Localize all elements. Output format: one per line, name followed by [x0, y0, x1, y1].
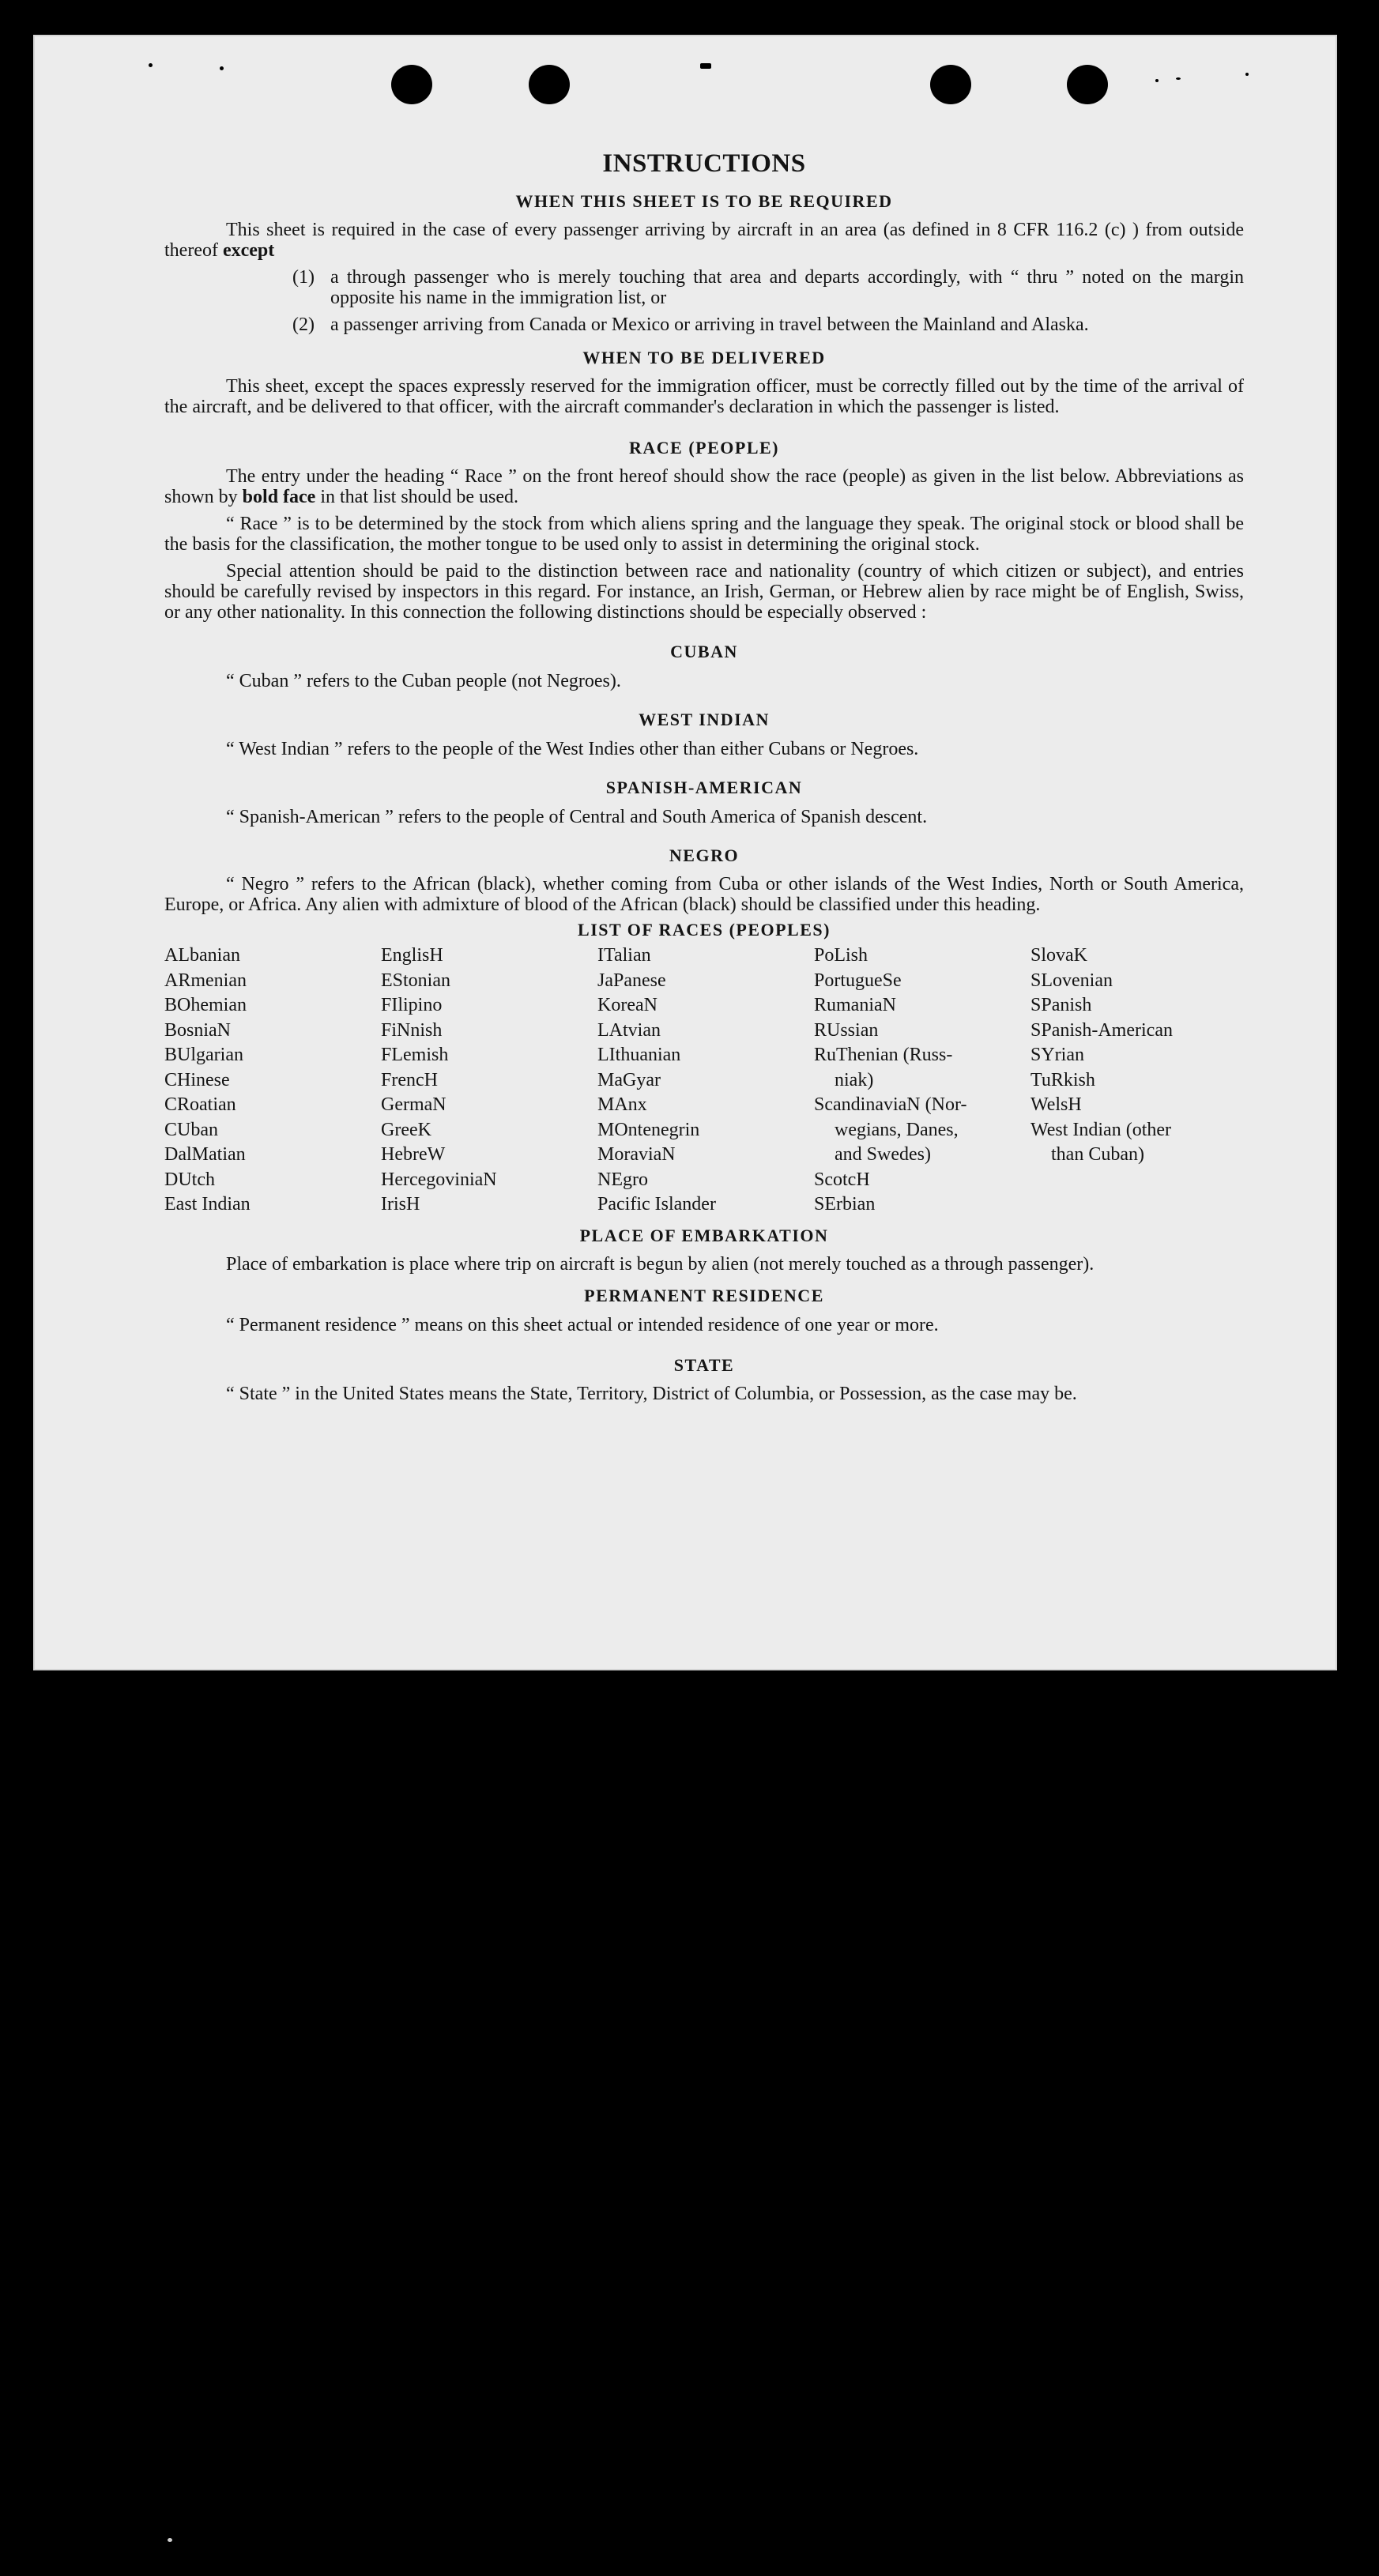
race-entry: PoLish	[814, 945, 868, 966]
race-entry: ScotcH	[814, 1169, 870, 1190]
section-heading-delivered: WHEN TO BE DELIVERED	[582, 348, 826, 367]
state-paragraph: “ State ” in the United States means the State, Territory, District of Columbia, or Possession, as the case may be.	[226, 1383, 1077, 1404]
speck	[220, 66, 224, 70]
race-entry: East Indian	[164, 1194, 251, 1215]
race-entry: LAtvian	[597, 1019, 661, 1041]
section-heading-spanish-american: SPANISH-AMERICAN	[605, 778, 803, 797]
race-entry: CUban	[164, 1119, 218, 1140]
races-table	[164, 943, 1244, 1218]
speck	[1176, 77, 1181, 80]
cuban-definition: “ Cuban ” refers to the Cuban people (not Negroes).	[226, 671, 621, 691]
section-heading-west-indian: WEST INDIAN	[639, 710, 770, 729]
section-heading-cuban: CUBAN	[670, 642, 738, 661]
speck	[168, 2538, 172, 2542]
delivered-paragraph: This sheet, except the spaces expressly reserved for the immigration officer, must be correctly filled out by the time of the arrival of the aircraft, and be delivered to that officer, with the aircraft commander's declaration in which the passenger is listed.	[164, 376, 1244, 417]
required-paragraph	[164, 220, 1244, 261]
instructions-body	[164, 149, 1244, 1404]
race-entry: HebreW	[381, 1144, 446, 1165]
section-heading-list-of-races: LIST OF RACES (PEOPLES)	[578, 920, 831, 940]
race-entry: SlovaK	[1030, 945, 1087, 966]
race-entry: KoreaN	[597, 995, 657, 1015]
race-entry: SErbian	[814, 1194, 876, 1215]
race-entry: MOntenegrin	[597, 1119, 700, 1140]
race-entry: CHinese	[164, 1069, 230, 1090]
race-entry: and Swedes)	[835, 1144, 931, 1165]
west-indian-definition: “ West Indian ” refers to the people of the West Indies other than either Cubans or Negroes.	[226, 739, 919, 759]
race-entry: BUlgarian	[164, 1045, 243, 1065]
race-entry: niak)	[835, 1069, 874, 1090]
section-heading-residence: PERMANENT RESIDENCE	[584, 1285, 824, 1305]
list-item	[292, 314, 1244, 335]
item-number: (1)	[292, 267, 315, 288]
race-paragraph-1	[164, 466, 1244, 507]
speck	[700, 63, 711, 69]
race-entry	[1030, 1192, 1247, 1218]
race-entry: RuThenian (Russ-	[814, 1045, 953, 1065]
race-entry: SYrian	[1030, 1045, 1084, 1065]
race-entry: TuRkish	[1030, 1069, 1095, 1090]
residence-definition: “ Permanent residence ” means on this sheet actual or intended residence of one year or more.	[226, 1314, 939, 1335]
section-heading-race: RACE (PEOPLE)	[629, 438, 779, 458]
race-entry: MoraviaN	[597, 1144, 676, 1165]
race-entry: FrencH	[381, 1069, 438, 1090]
item-text: a through passenger who is merely touching that area and departs accordingly, with “ thru ” noted on the margin opposite his name in the immigration list, or	[330, 267, 1244, 308]
race-entry: HercegoviniaN	[381, 1169, 497, 1190]
section-heading-embarkation: PLACE OF EMBARKATION	[579, 1225, 829, 1245]
race-entry: DalMatian	[164, 1144, 246, 1165]
race-entry: RumaniaN	[814, 995, 896, 1015]
race-entry: EnglisH	[381, 945, 443, 966]
race-entry: MaGyar	[597, 1069, 661, 1090]
race-entry: ARmenian	[164, 970, 247, 991]
race-entry: BosniaN	[164, 1019, 231, 1041]
speck	[1245, 73, 1249, 76]
race-entry: SLovenian	[1030, 970, 1113, 991]
race-entry: BOhemian	[164, 995, 247, 1015]
speck	[149, 63, 153, 67]
race-entry: WelsH	[1030, 1094, 1082, 1115]
race-entry: NEgro	[597, 1169, 648, 1190]
race-entry: CRoatian	[164, 1094, 236, 1115]
negro-definition: “ Negro ” refers to the African (black), whether coming from Cuba or other islands of the West Indies, North or South America, Europe, or Africa. Any alien with admixture of blood of the African (black) should be classified under this heading.	[164, 874, 1244, 915]
document-sheet	[33, 35, 1337, 1670]
race-entry: FiNnish	[381, 1019, 443, 1041]
race-entry: GreeK	[381, 1119, 431, 1140]
race-entry: West Indian (other	[1030, 1119, 1172, 1140]
race-entry: EStonian	[381, 970, 450, 991]
punch-hole	[391, 65, 432, 104]
race-entry: FIlipino	[381, 995, 443, 1015]
section-heading-negro: NEGRO	[669, 845, 740, 865]
page-title: INSTRUCTIONS	[602, 149, 806, 178]
embarkation-paragraph: Place of embarkation is place where trip on aircraft is begun by alien (not merely touched as a through passenger).	[226, 1253, 1095, 1275]
spanish-american-definition: “ Spanish-American ” refers to the people of Central and South America of Spanish descent.	[226, 807, 928, 827]
race-paragraph-2: “ Race ” is to be determined by the stock from which aliens spring and the language they speak. The original stock or blood shall be the basis for the classification, the mother tongue to be used only to assist in determining the original stock.	[164, 514, 1244, 555]
punch-hole	[1067, 65, 1108, 104]
required-except: except	[222, 240, 275, 261]
section-heading-required: WHEN THIS SHEET IS TO BE REQUIRED	[515, 191, 893, 211]
race-entry: ScandinaviaN (Nor-	[814, 1094, 967, 1115]
required-text: This sheet is required in the case of every passenger arriving by aircraft in an area (as defined in 8 CFR 116.2 (c) ) from outside thereof	[164, 220, 1244, 261]
race-entry: ITalian	[597, 945, 651, 966]
item-text: a passenger arriving from Canada or Mexico or arriving in travel between the Mainland and Alaska.	[330, 314, 1089, 335]
race-entry: SPanish-American	[1030, 1019, 1173, 1041]
race-entry: DUtch	[164, 1169, 215, 1190]
item-number: (2)	[292, 314, 315, 335]
race-entry: RUssian	[814, 1019, 879, 1041]
punch-hole	[529, 65, 570, 104]
punch-hole	[930, 65, 971, 104]
list-item	[292, 267, 1244, 308]
race-entry: wegians, Danes,	[835, 1119, 959, 1140]
race-paragraph-3: Special attention should be paid to the distinction between race and nationality (country of which citizen or subject), and entries should be carefully revised by inspectors in this regard. For instance, an Irish, German, or Hebrew alien by race might be of English, Swiss, or any other nationality. In this connection the following distinctions should be especially observed :	[164, 561, 1244, 623]
race-p1-bold: bold face	[242, 487, 316, 507]
speck	[1155, 79, 1159, 82]
race-entry: GermaN	[381, 1094, 446, 1115]
race-p1-end: in that list should be used.	[320, 487, 518, 507]
race-entry: ALbanian	[164, 945, 240, 966]
race-entry	[1030, 1168, 1247, 1193]
race-entry: SPanish	[1030, 995, 1092, 1015]
race-p1-text: The entry under the heading “ Race ” on the front hereof should show the race (people) as given in the list below. Abbreviations as shown by	[164, 466, 1244, 507]
race-entry: than Cuban)	[1051, 1144, 1144, 1165]
race-entry: IrisH	[381, 1194, 420, 1215]
race-entry: JaPanese	[597, 970, 666, 991]
race-entry: LIthuanian	[597, 1045, 681, 1065]
race-entry: MAnx	[597, 1094, 647, 1115]
race-entry: Pacific Islander	[597, 1194, 716, 1215]
section-heading-state: STATE	[673, 1354, 735, 1375]
race-entry: FLemish	[381, 1045, 449, 1065]
race-entry: PortugueSe	[814, 970, 902, 991]
